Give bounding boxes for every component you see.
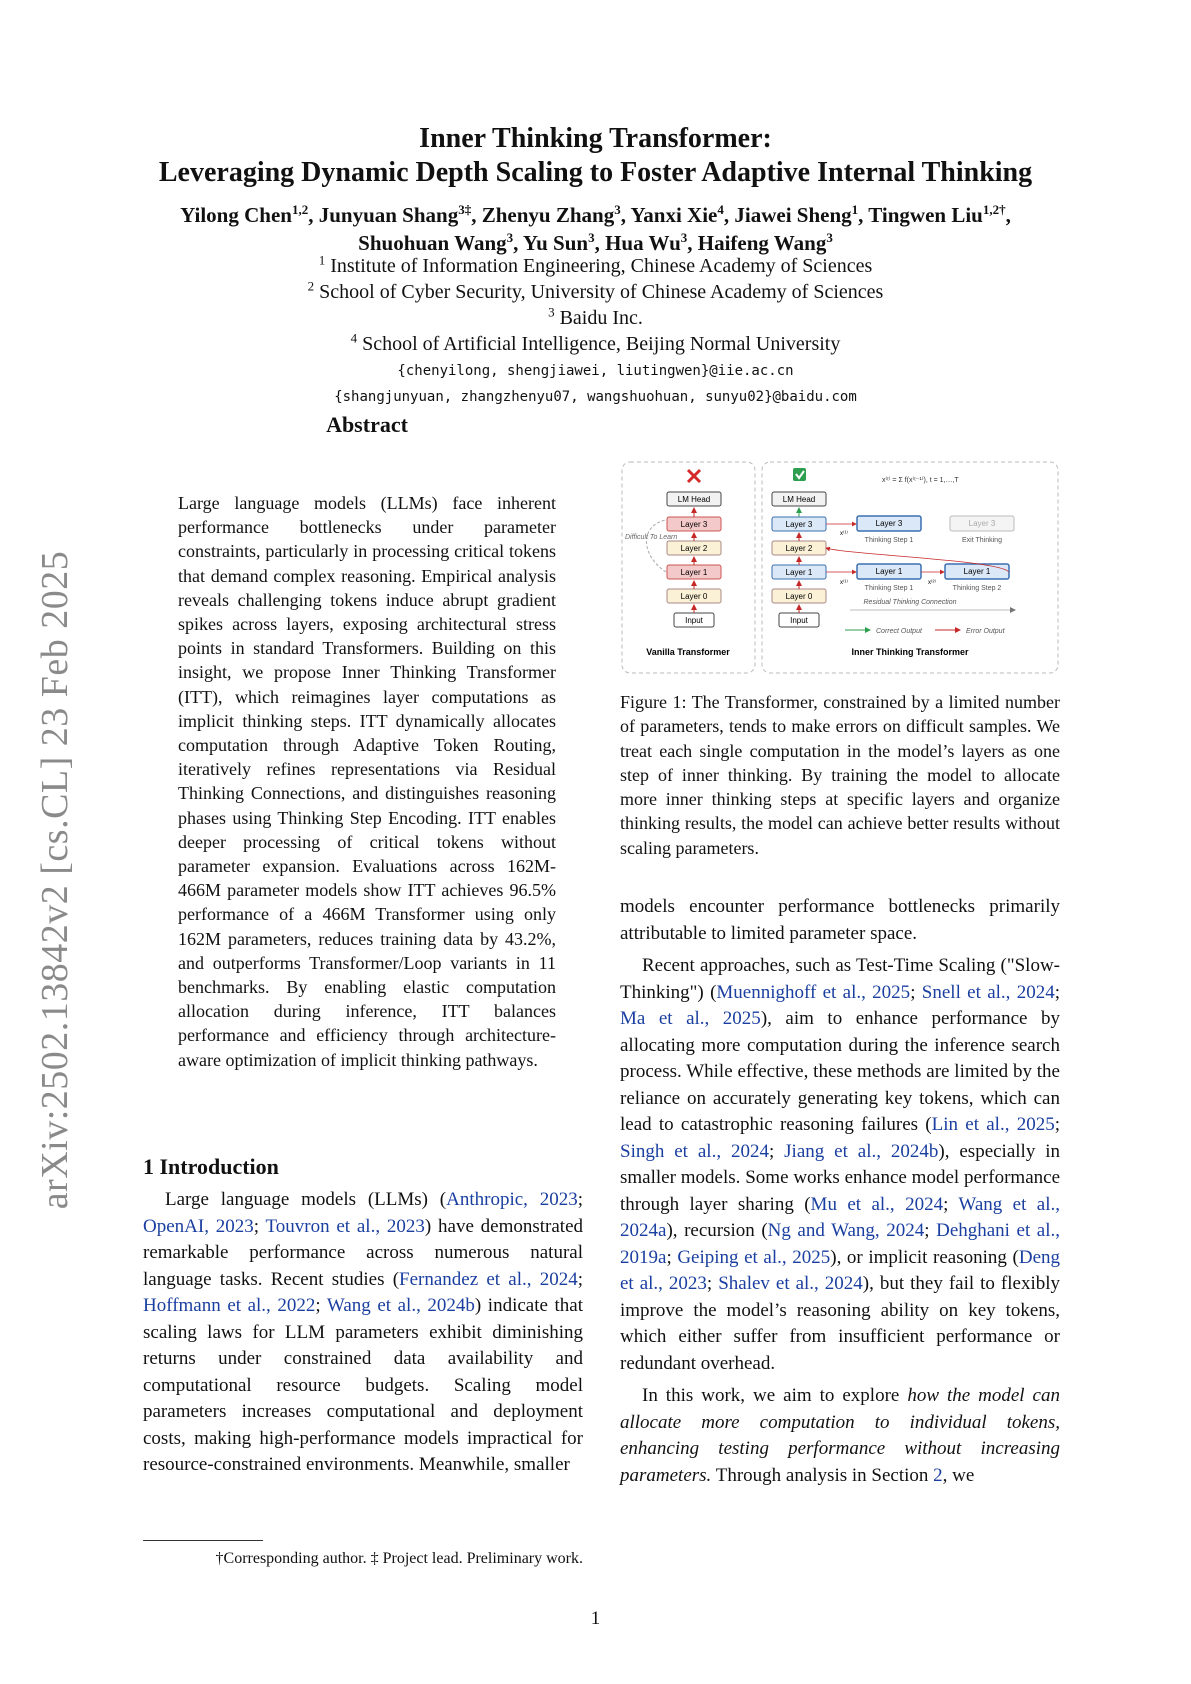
vanilla-layer-3-label: Layer 3 — [680, 520, 708, 529]
citation-link[interactable]: Shalev et al., 2024 — [718, 1273, 863, 1294]
figure-1-caption: Figure 1: The Transformer, constrained by a limited number of parameters, tends to make errors on difficult samples. We treat each single computation in the model’s layers as one step of inner thinking. By training the model to allocate more inner thinking steps at specific layers and organize thinking results, the model can achieve better results without scaling parameters. — [620, 692, 1060, 858]
author-name: Yilong Chen — [180, 203, 292, 227]
correct-check-icon — [793, 468, 806, 481]
citation-link[interactable]: 2 — [933, 1464, 943, 1486]
author-affiliation-mark: 3 — [680, 230, 688, 245]
itt-layer-2-label: Layer 2 — [785, 544, 813, 553]
layer1-thinking-step-1-label: Layer 1 — [875, 567, 903, 576]
intro-paragraph-2: Recent approaches, such as Test-Time Scaling ("Slow-Thinking") (Muennighoff et al., 2025; Snell et al., 2024; Ma et al., 2025), aim to enhance performance by allocating more computation during the inference search process. While effective, these methods are limited by the reliance on accurately generating key tokens, which can lead to catastrophic reasoning failures (Lin et al., 2025; Singh et al., 2024; Jiang et al., 2024b), especially in smaller models. Some works enhance model performance through layer sharing (Mu et al., 2024; Wang et al., 2024a), recursion (Ng and Wang, 2024; Dehghani et al., 2019a; Geiping et al., 2025), or implicit reasoning (Deng et al., 2023; Shalev et al., 2024), but they fail to flexibly improve the model’s reasoning ability on key tokens, which either suffer from insufficient performance or redundant overhead. — [620, 955, 1061, 1374]
layer1-step2-caption: Thinking Step 2 — [952, 585, 1002, 592]
itt-lm-head-label: LM Head — [782, 495, 816, 504]
author-name: Hua Wu — [605, 231, 681, 255]
layer3-exit-label: Layer 3 — [968, 519, 996, 528]
emphasized-text: how the model can allocate more computation to individual tokens, enhancing testing performance without increasing parameters. — [620, 1385, 1060, 1486]
author-affiliation-mark: 4 — [717, 202, 724, 217]
figure-1 — [620, 460, 1060, 675]
affiliation-text: School of Cyber Security, University of Chinese Academy of Sciences — [319, 281, 884, 303]
layer1-thinking-step-2-label: Layer 1 — [963, 567, 991, 576]
citation-link[interactable]: Fernandez et al., 2024 — [399, 1268, 578, 1290]
intro-paragraph-1: Large language models (LLMs) (Anthropic, 2023; OpenAI, 2023; Touvron et al., 2023) have demonstrated remarkable performance across numerous natural language tasks. Recent studies (Fernandez et al., 2024; Hoffmann et al., 2022; Wang et al., 2024b) indicate that scaling laws for LLM parameters exhibit diminishing returns under constrained data availability and computational resource budgets. Scaling model parameters increases computational and deployment costs, making high-performance models impractical for resource-constrained environments. Meanwhile, smaller — [143, 1189, 583, 1475]
vanilla-layer-2-label: Layer 2 — [680, 544, 708, 553]
itt-input-label: Input — [790, 616, 808, 625]
affiliation-text: Institute of Information Engineering, Chinese Academy of Sciences — [330, 255, 873, 277]
residual-connection-label: Residual Thinking Connection — [863, 599, 957, 606]
author-affiliation-mark: 3 — [506, 230, 514, 245]
affiliation-text: School of Artificial Intelligence, Beijing Normal University — [362, 333, 841, 355]
citation-link[interactable]: Hoffmann et al., 2022 — [143, 1295, 316, 1316]
itt-title: Inner Thinking Transformer — [851, 647, 969, 657]
paper-title-line-2: Leveraging Dynamic Depth Scaling to Foster Adaptive Internal Thinking — [158, 157, 1033, 188]
vanilla-input-label: Input — [685, 616, 703, 625]
author-affiliation-mark: 3‡ — [458, 202, 472, 217]
citation-link[interactable]: Wang et al., 2024a — [620, 1193, 1060, 1241]
citation-link[interactable]: Muennighoff et al., 2025 — [716, 981, 911, 1003]
citation-link[interactable]: Jiang et al., 2024b — [784, 1140, 939, 1162]
abstract-heading: Abstract — [326, 412, 408, 437]
author-affiliation-mark: 3 — [826, 230, 833, 245]
itt-layer-0-label: Layer 0 — [785, 592, 813, 601]
affiliation-3 — [0, 305, 1191, 332]
intro-paragraph-1-continued: models encounter performance bottlenecks primarily attributable to limited parameter space. — [620, 896, 1060, 944]
x1-label-2: x⁽¹⁾ — [840, 580, 848, 586]
citation-link[interactable]: Mu et al., 2024 — [810, 1193, 944, 1215]
author-list: Yilong Chen$^{1,2}$, Junyuan Shang$^{3\ddagger}$, Zhenyu Zhang$^3$, Yanxi Xie$^4$, Jiawei Sheng$^1$, Tingwen Liu$^{1,2\dagger}$, Shuohuan Wang$^3$, Yu Sun$^3$, Hua Wu$^3$, Haifeng Wang$^3$ — [180, 202, 1011, 255]
footnote: †Corresponding author. ‡ Project lead. Preliminary work. — [215, 1550, 583, 1567]
paper-title-line-1: Inner Thinking Transformer: — [419, 123, 772, 154]
author-affiliation-mark: 3 — [588, 230, 595, 245]
layer3-step1-caption: Thinking Step 1 — [864, 537, 914, 544]
exit-thinking-caption: Exit Thinking — [962, 537, 1002, 544]
citation-link[interactable]: Snell et al., 2024 — [921, 981, 1055, 1003]
citation-link[interactable]: Dehghani et al., 2019a — [620, 1220, 1061, 1268]
affiliation-number: 2 — [307, 278, 315, 294]
citation-link[interactable]: Lin et al., 2025 — [931, 1114, 1055, 1135]
citation-link[interactable]: Deng et al., 2023 — [620, 1246, 1060, 1294]
error-x-icon — [688, 470, 700, 482]
citation-link[interactable]: Wang et al., 2024b — [326, 1295, 475, 1316]
author-name: Yanxi Xie — [630, 203, 718, 227]
arxiv-stamp: arXiv:2502.13842v2 [cs.CL] 23 Feb 2025 — [34, 550, 76, 1210]
affiliation-number: 4 — [350, 330, 358, 346]
footnote-rule — [143, 1540, 263, 1541]
author-name: Shuohuan Wang — [358, 231, 507, 255]
intro-right-column — [620, 894, 1060, 1489]
citation-link[interactable]: Anthropic, 2023 — [446, 1189, 578, 1210]
x1-label: x⁽¹⁾ — [840, 531, 848, 537]
legend-correct-output: Correct Output — [876, 628, 922, 635]
affiliation-4 — [0, 331, 1191, 358]
citation-link[interactable]: Geiping et al., 2025 — [677, 1246, 831, 1268]
citation-link[interactable]: OpenAI, 2023 — [143, 1215, 254, 1237]
affiliation-number: 1 — [318, 252, 326, 268]
affiliation-text: Baidu Inc. — [559, 307, 643, 329]
difficult-to-learn-label: Difficult To Learn — [625, 534, 678, 541]
author-affiliation-mark: 1 — [851, 202, 859, 217]
citation-link[interactable]: Ma et al., 2025 — [620, 1008, 761, 1029]
citation-link[interactable]: Touvron et al., 2023 — [265, 1215, 425, 1237]
author-affiliation-mark: 3 — [614, 202, 621, 217]
author-name: Tingwen Liu — [868, 203, 983, 227]
itt-layer-1-label: Layer 1 — [785, 568, 813, 577]
intro-paragraph-3: In this work, we aim to explore how the model can allocate more computation to individual tokens, enhancing testing performance without increasing parameters. Through analysis in Section 2, we — [620, 1385, 1060, 1486]
affiliation-number: 3 — [548, 304, 555, 320]
email-line-1: {chenyilong, shengjiawei, liutingwen}@iie.ac.cn — [397, 363, 794, 379]
email-line-2: {shangjunyuan, zhangzhenyu07, wangshuohuan, sunyu02}@baidu.com — [334, 389, 857, 405]
section-heading-introduction: 1 Introduction — [143, 1154, 279, 1179]
author-name: Zhenyu Zhang — [481, 203, 615, 227]
layer3-thinking-step-1-label: Layer 3 — [875, 519, 903, 528]
author-name: Yu Sun — [522, 231, 589, 255]
vanilla-title: Vanilla Transformer — [646, 647, 730, 657]
author-name: Jiawei Sheng — [734, 203, 852, 227]
author-affiliation-mark: 1,2 — [291, 202, 309, 217]
author-affiliation-mark: 1,2† — [982, 202, 1006, 217]
vanilla-layer-0-label: Layer 0 — [680, 592, 708, 601]
itt-layer-3-label: Layer 3 — [785, 520, 813, 529]
figure-1-diagram — [620, 460, 1060, 675]
author-name: Haifeng Wang — [697, 231, 827, 255]
x2-label: x⁽²⁾ — [928, 580, 936, 586]
affiliation-2 — [0, 279, 1191, 306]
abstract-body: Large language models (LLMs) face inherent performance bottlenecks under parameter constraints, particularly in processing critical tokens that demand complex reasoning. Empirical analysis reveals challenging tokens induce abrupt gradient spikes across layers, exposing architectural stress points in standard Transformers. Building on this insight, we propose Inner Thinking Transformer (ITT), which reimagines layer computations as implicit thinking steps. ITT dynamically allocates computation through Adaptive Token Routing, iteratively refines representations via Residual Thinking Connections, and distinguishes reasoning phases using Thinking Step Encoding. ITT enables deeper processing of critical tokens without parameter expansion. Evaluations across 162M-466M parameter models show ITT achieves 96.5% performance of a 466M Transformer using only 162M parameters, reduces training data by 43.2%, and outperforms Transformer/Loop variants in 11 benchmarks. By enabling elastic computation allocation during inference, ITT balances performance and efficiency through architecture-aware optimization of implicit thinking pathways. — [178, 493, 556, 1070]
recurrence-formula: x⁽ᵗ⁾ = Σ f(x⁽ᵗ⁻¹⁾), t = 1,…,T — [882, 477, 959, 484]
author-name: Junyuan Shang — [318, 203, 459, 227]
layer1-step1-caption: Thinking Step 1 — [864, 585, 914, 592]
legend-error-output: Error Output — [966, 628, 1005, 635]
vanilla-layer-1-label: Layer 1 — [680, 568, 708, 577]
affiliation-1 — [0, 253, 1191, 280]
page-number: 1 — [590, 1608, 601, 1629]
citation-link[interactable]: Singh et al., 2024 — [620, 1140, 769, 1162]
vanilla-lm-head-label: LM Head — [677, 495, 711, 504]
citation-link[interactable]: Ng and Wang, 2024 — [767, 1220, 925, 1241]
